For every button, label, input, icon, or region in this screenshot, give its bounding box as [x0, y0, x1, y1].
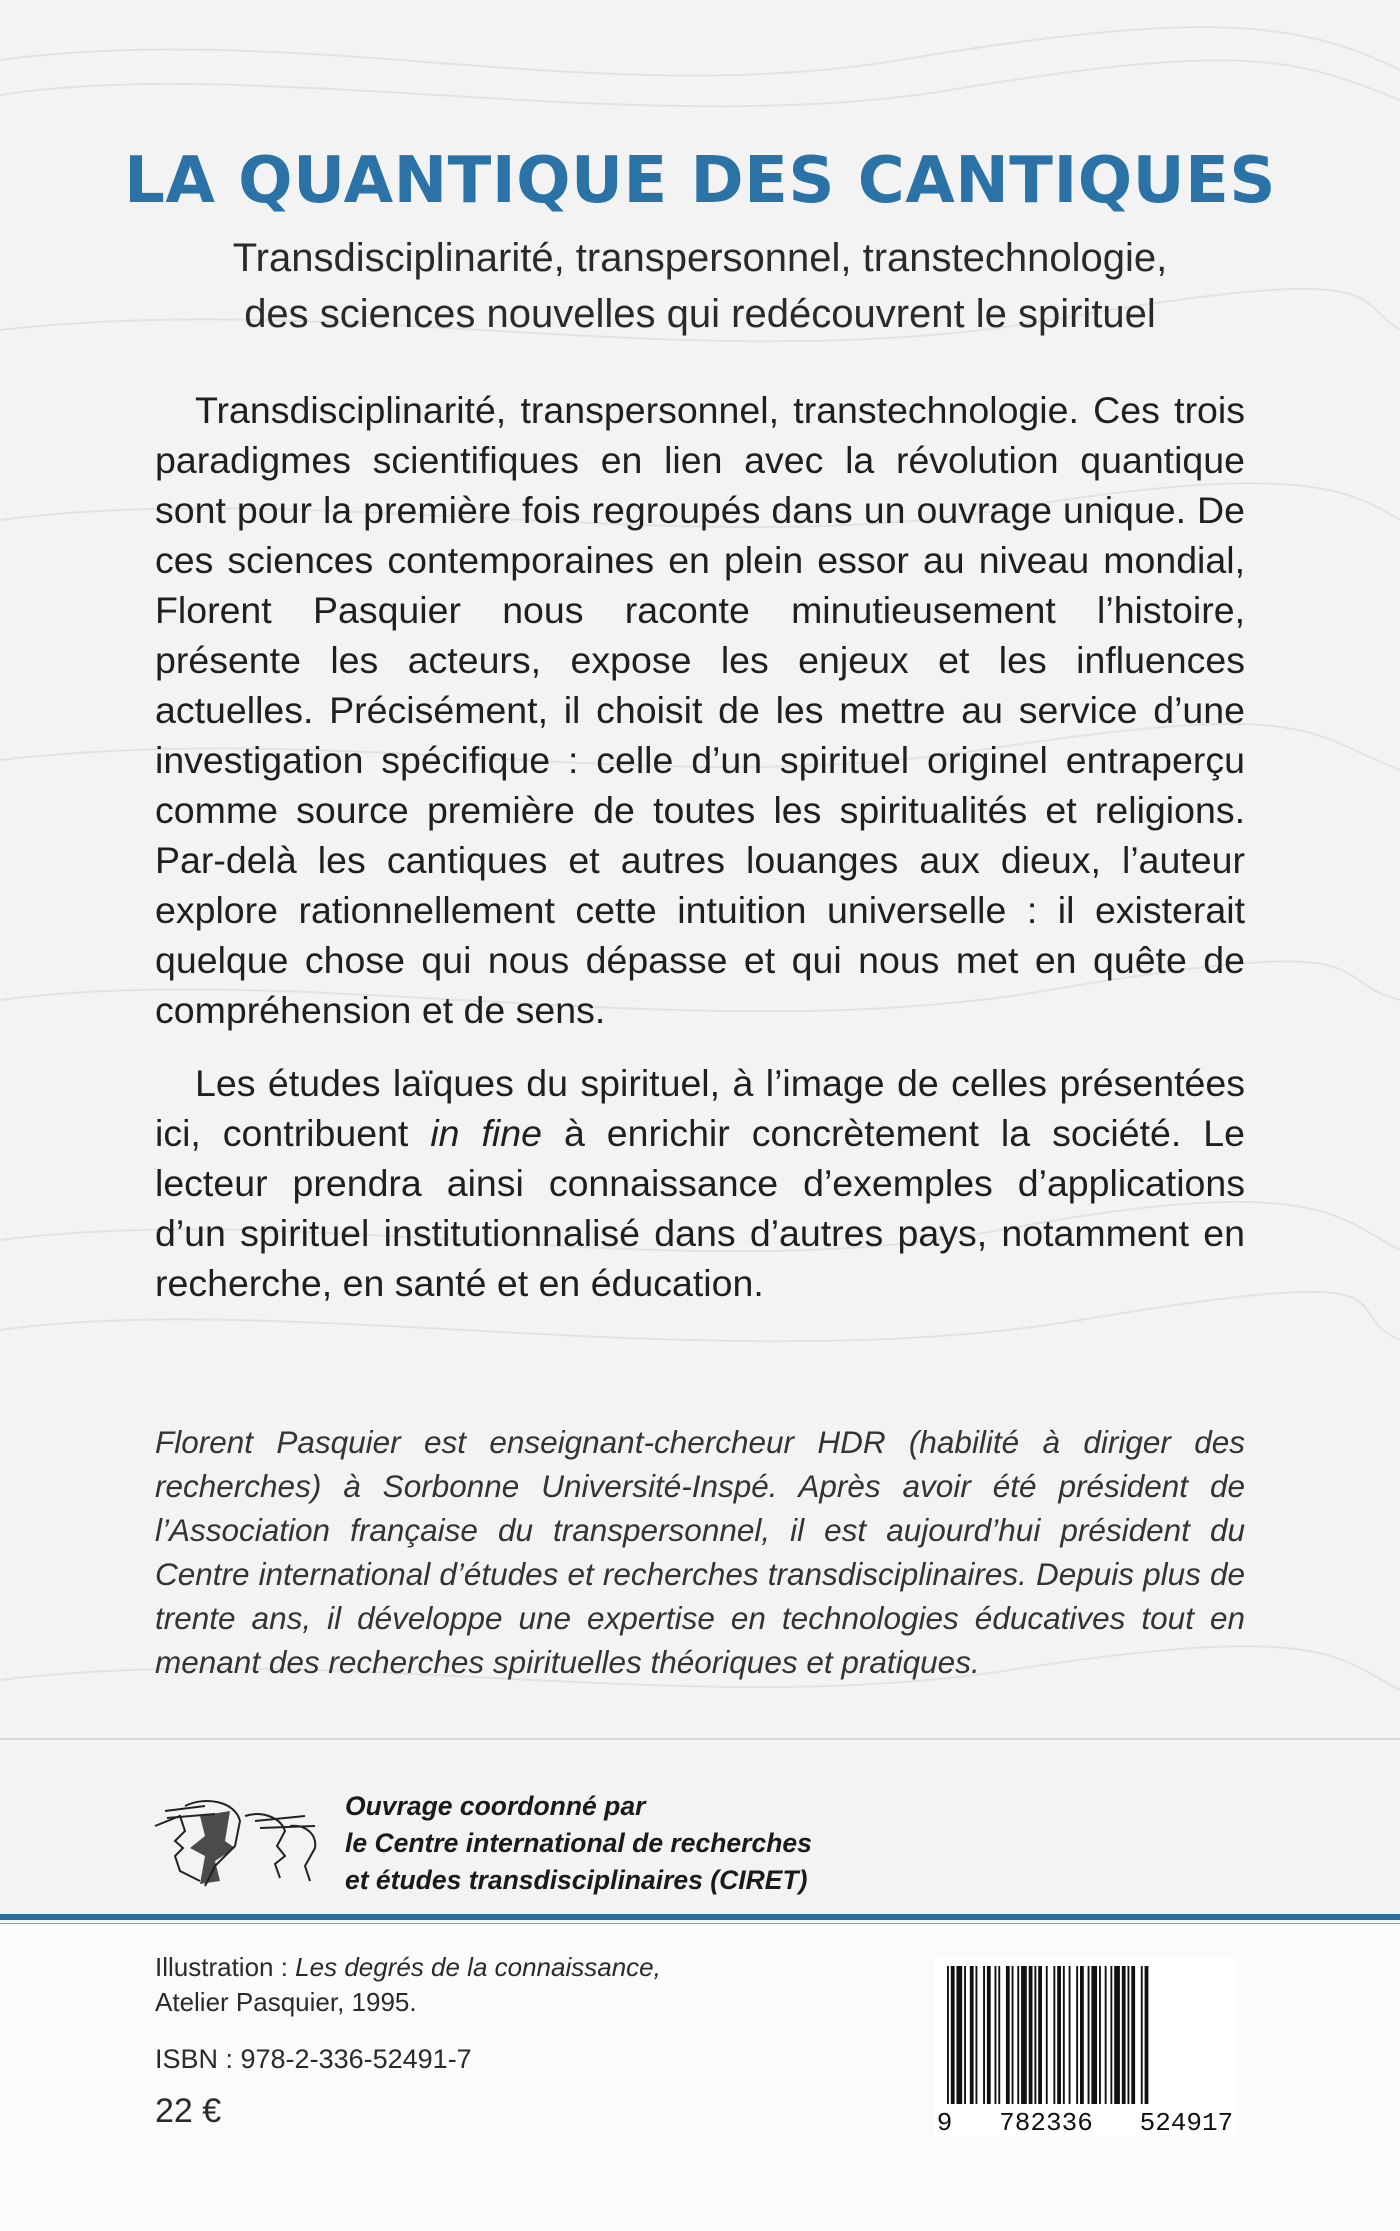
subtitle-line: Transdisciplinarité, transpersonnel, transtechnologie, [232, 236, 1168, 280]
description-italic-phrase: in fine [430, 1112, 542, 1154]
isbn: ISBN : 978-2-336-52491-7 [155, 2044, 472, 2074]
barcode-bar [995, 1966, 997, 2104]
barcode-bar [1038, 1966, 1042, 2104]
price: 22 € [155, 2092, 222, 2130]
barcode-bar [947, 1966, 949, 2104]
section-divider [0, 1738, 1400, 1740]
barcode-bar [1029, 1966, 1033, 2104]
barcode-bar [1131, 1966, 1135, 2104]
barcode-graphic [935, 1958, 1235, 2136]
barcode-bar [983, 1966, 985, 2104]
barcode-bar [1114, 1966, 1120, 2104]
barcode-bar [998, 1966, 1000, 2104]
book-subtitle [140, 230, 1260, 342]
barcode-bar [976, 1966, 978, 2104]
barcode-bar [1141, 1966, 1143, 2104]
barcode-bar [1099, 1966, 1101, 2104]
barcode-bar [1006, 1966, 1010, 2104]
barcode-bar [1122, 1966, 1126, 2104]
coordination-line: Ouvrage coordonné par [345, 1791, 646, 1821]
barcode-bar [1088, 1966, 1090, 2104]
book-title: LA QUANTIQUE DES CANTIQUES [124, 144, 1276, 218]
barcode-bar [970, 1966, 974, 2104]
barcode-bar [1110, 1966, 1112, 2104]
illustration-title: Les degrés de la connaissance, [295, 1952, 661, 1982]
barcode-bar [1076, 1966, 1078, 2104]
coordination-credit [345, 1788, 812, 1899]
description-paragraph: Transdisciplinarité, transpersonnel, transtechnologie. Ces trois paradigmes scientifiques en lien avec la révolution quantique sont pour la première fois regroupés dans un ouvrage unique. De ces sciences contemporaines en plein essor au niveau mondial, Florent Pasquier nous raconte minutieusement l’histoire, présente les acteurs, expose les enjeux et les influences actuelles. Précisément, il choisit de les mettre au service d’une investigation spécifique : celle d’un spirituel originel entraperçu comme source première de toutes les spiritualités et religions. Par-delà les cantiques et autres louanges aux dieux, l’auteur explore rationnellement cette intuition universelle : il existerait quelque chose qui nous dépasse et qui nous met en quête de compréhension et de sens. [155, 389, 1245, 1031]
barcode-bar [1053, 1966, 1055, 2104]
illustration-credit [155, 1950, 661, 2020]
coordination-line: et études transdisciplinaires (CIRET) [345, 1865, 808, 1895]
barcode-bar [1063, 1966, 1065, 2104]
book-description [155, 385, 1245, 1308]
barcode-bar [987, 1966, 991, 2104]
ciret-faces-logo-icon [145, 1786, 325, 1896]
barcode-bar [1046, 1966, 1048, 2104]
coordination-line: le Centre international de recherches [345, 1828, 812, 1858]
author-bio: Florent Pasquier est enseignant-chercheur HDR (habilité à diriger des recherches) à Sorbonne Université-Inspé. Après avoir été président de l’Association française du transpersonnel, il est aujourd’hui président du Centre international d’études et recherches transdisciplinaires. Depuis plus de trente ans, il développe une expertise en technologies éducatives tout en menant des recherches spirituelles théoriques et pratiques. [155, 1424, 1245, 1680]
illustration-author: Atelier Pasquier, 1995. [155, 1987, 417, 2017]
barcode-bar [1012, 1966, 1014, 2104]
barcode-bar [1017, 1966, 1019, 2104]
barcode-bar [964, 1966, 966, 2104]
barcode-bar [957, 1966, 963, 2104]
barcode [935, 1958, 1235, 2136]
barcode-bar [1069, 1966, 1071, 2104]
barcode-bar [1021, 1966, 1027, 2104]
barcode-bar [1080, 1966, 1084, 2104]
barcode-bar [1145, 1966, 1149, 2104]
barcode-bar [1091, 1966, 1097, 2104]
subtitle-line: des sciences nouvelles qui redécouvrent le spirituel [244, 292, 1156, 336]
description-text: Les études laïques du spirituel, à l’image de celles présentées ici, contribuent [155, 1062, 1245, 1154]
illustration-label: Illustration : [155, 1952, 296, 1982]
barcode-digits: 9 782336 524917 [936, 2108, 1234, 2136]
barcode-bar [1034, 1966, 1036, 2104]
barcode-bar [1057, 1966, 1061, 2104]
barcode-bar [1105, 1966, 1107, 2104]
barcode-bar [1128, 1966, 1130, 2104]
description-paragraph [155, 1058, 1245, 1308]
description-text: à enrichir concrètement la société. Le lecteur prendra ainsi connaissance d’exemples d’applications d’un spirituel institutionnalisé dans d’autres pays, notamment en recherche, en santé et en éducation. [155, 1112, 1246, 1304]
barcode-bar [951, 1966, 955, 2104]
blue-divider-bar [0, 1914, 1400, 1920]
